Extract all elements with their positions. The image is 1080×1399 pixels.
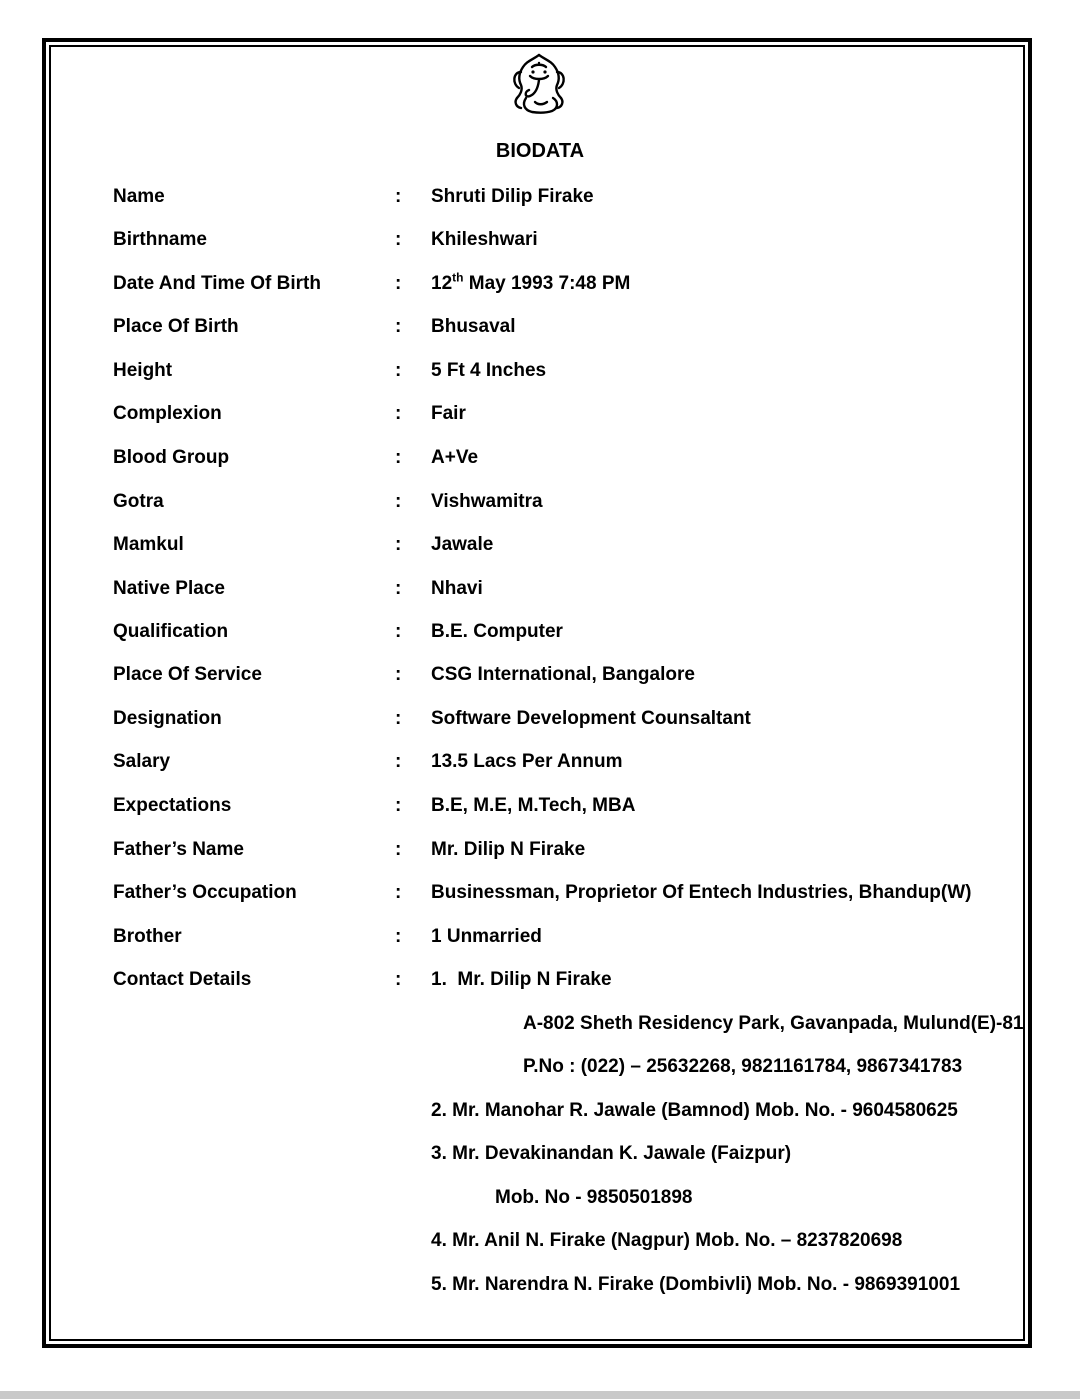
field-row-birthname <box>0 229 1080 255</box>
field-label: Qualification <box>113 621 229 642</box>
field-value: 1 Unmarried <box>431 926 542 947</box>
field-separator: : <box>395 491 402 512</box>
field-separator: : <box>395 447 402 468</box>
field-row-height <box>0 360 1080 386</box>
field-value: Nhavi <box>431 578 483 599</box>
field-label: Place Of Birth <box>113 316 239 337</box>
field-separator: : <box>395 969 402 990</box>
contact-2: 2. Mr. Manohar R. Jawale (Bamnod) Mob. No. - 9604580625 <box>431 1100 958 1121</box>
field-separator: : <box>395 186 402 207</box>
field-row-gotra <box>0 491 1080 517</box>
field-separator: : <box>395 403 402 424</box>
field-value: Software Development Counsaltant <box>431 708 751 729</box>
page-title: BIODATA <box>495 140 585 162</box>
field-row-blood-group <box>0 447 1080 473</box>
field-row-native-place <box>0 578 1080 604</box>
field-label: Designation <box>113 708 222 729</box>
field-separator: : <box>395 316 402 337</box>
field-label: Height <box>113 360 173 381</box>
field-label: Place Of Service <box>113 664 262 685</box>
field-value: 1. Mr. Dilip N Firake <box>431 969 612 990</box>
contact-4: 4. Mr. Anil N. Firake (Nagpur) Mob. No. – 8237820698 <box>431 1230 903 1251</box>
field-separator: : <box>395 578 402 599</box>
field-row-expectations <box>0 795 1080 821</box>
field-label: Gotra <box>113 491 164 512</box>
field-separator: : <box>395 708 402 729</box>
field-separator: : <box>395 839 402 860</box>
field-row-birth-datetime <box>0 270 1080 299</box>
field-row-brother <box>0 926 1080 952</box>
field-label: Native Place <box>113 578 225 599</box>
bottom-strip <box>0 1391 1080 1399</box>
contact-1-address: A-802 Sheth Residency Park, Gavanpada, Mulund(E)-81 <box>523 1013 1024 1034</box>
field-separator: : <box>395 882 402 903</box>
field-separator: : <box>395 621 402 642</box>
field-row-designation <box>0 708 1080 734</box>
field-label: Name <box>113 186 165 207</box>
contact-1-phone: P.No : (022) – 25632268, 9821161784, 9867341783 <box>523 1056 963 1077</box>
field-label: Expectations <box>113 795 232 816</box>
field-separator: : <box>395 360 402 381</box>
field-label: Salary <box>113 751 171 772</box>
contact-3: 3. Mr. Devakinandan K. Jawale (Faizpur) <box>431 1143 792 1164</box>
contact-5: 5. Mr. Narendra N. Firake (Dombivli) Mob. No. - 9869391001 <box>431 1274 961 1295</box>
field-separator: : <box>395 751 402 772</box>
field-row-contact-details <box>0 969 1080 995</box>
contact-3-mobile: Mob. No - 9850501898 <box>495 1187 693 1208</box>
field-value: Businessman, Proprietor Of Entech Industries, Bhandup(W) <box>431 882 972 903</box>
field-separator: : <box>395 534 402 555</box>
ganesha-icon <box>508 52 570 116</box>
field-label: Father’s Occupation <box>113 882 297 903</box>
field-value: Fair <box>431 403 466 424</box>
birth-day: 12 <box>431 273 453 294</box>
field-row-place-of-service <box>0 664 1080 690</box>
field-value: CSG International, Bangalore <box>431 664 695 685</box>
field-label: Date And Time Of Birth <box>113 273 321 294</box>
field-row-salary <box>0 751 1080 777</box>
field-separator: : <box>395 664 402 685</box>
field-label: Birthname <box>113 229 207 250</box>
field-value: Mr. Dilip N Firake <box>431 839 586 860</box>
field-separator: : <box>395 229 402 250</box>
field-row-complexion <box>0 403 1080 429</box>
field-row-mamkul <box>0 534 1080 560</box>
field-value: 13.5 Lacs Per Annum <box>431 751 623 772</box>
field-row-name <box>0 186 1080 212</box>
field-row-fathers-name <box>0 839 1080 865</box>
field-value: A+Ve <box>431 447 479 468</box>
field-label: Blood Group <box>113 447 230 468</box>
field-value: Vishwamitra <box>431 491 543 512</box>
field-value: Shruti Dilip Firake <box>431 186 594 207</box>
field-row-fathers-occupation <box>0 882 1080 908</box>
field-separator: : <box>395 795 402 816</box>
field-value: 5 Ft 4 Inches <box>431 360 547 381</box>
birth-date-rest: May 1993 7:48 PM <box>463 273 631 294</box>
field-row-place-of-birth <box>0 316 1080 342</box>
field-value <box>431 270 631 295</box>
field-value: Jawale <box>431 534 494 555</box>
ordinal-suffix: th <box>452 270 464 285</box>
field-label: Brother <box>113 926 182 947</box>
field-label: Father’s Name <box>113 839 244 860</box>
field-separator: : <box>395 926 402 947</box>
field-value: B.E, M.E, M.Tech, MBA <box>431 795 636 816</box>
field-label: Contact Details <box>113 969 252 990</box>
field-value: B.E. Computer <box>431 621 563 642</box>
field-label: Complexion <box>113 403 222 424</box>
field-separator: : <box>395 273 402 294</box>
field-value: Bhusaval <box>431 316 516 337</box>
field-value: Khileshwari <box>431 229 538 250</box>
field-label: Mamkul <box>113 534 184 555</box>
field-row-qualification <box>0 621 1080 647</box>
